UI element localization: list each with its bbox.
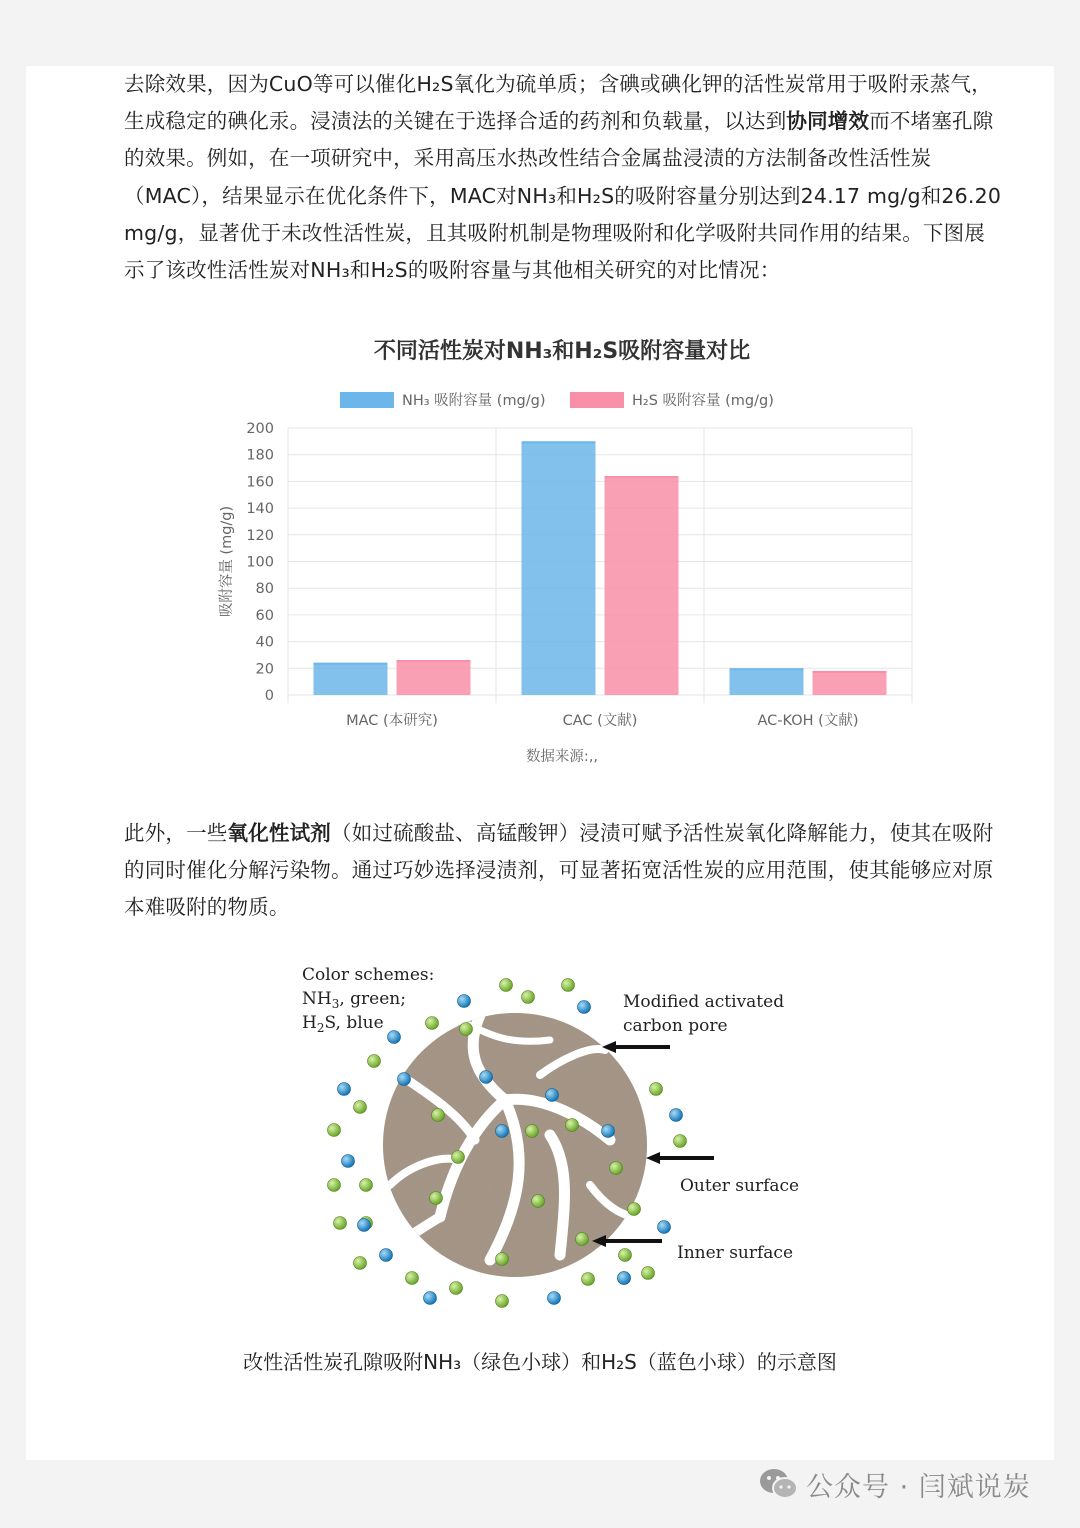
bar-0-2 <box>730 668 804 695</box>
y-tick-label: 200 <box>246 421 274 437</box>
nh3-molecule <box>496 1295 509 1308</box>
paragraph-1-text-a: 去除效果，因为CuO等可以催化H₂S氧化为硫单质；含碘或碘化钾的活性炭常用于吸附汞蒸气，生成稳定的碘化汞。浸渍法的关键在于选择合适的药剂和负载量，以达到 <box>124 72 992 134</box>
y-tick-label: 20 <box>255 661 274 678</box>
scheme-h2s-b: S, blue <box>324 1013 384 1033</box>
y-tick-label: 120 <box>246 527 274 544</box>
nh3-molecule <box>562 979 575 992</box>
nh3-molecule <box>642 1267 655 1280</box>
legend-label-0: NH₃ 吸附容量 (mg/g) <box>402 393 546 409</box>
bar-1-0 <box>397 660 471 695</box>
h2s-molecule <box>358 1219 371 1232</box>
bar-0-0 <box>314 663 388 695</box>
pore-diagram-svg <box>290 955 810 1315</box>
h2s-molecule <box>618 1272 631 1285</box>
bar-top-0-1 <box>522 441 596 443</box>
bar-top-1-1 <box>605 476 679 478</box>
scheme-nh3-a: NH <box>302 989 332 1009</box>
paragraph-2 <box>124 815 1004 927</box>
legend-label-1: H₂S 吸附容量 (mg/g) <box>632 393 774 409</box>
h2s-molecule <box>342 1155 355 1168</box>
bar-1-1 <box>605 476 679 695</box>
nh3-molecule <box>432 1109 445 1122</box>
nh3-molecule <box>460 1023 473 1036</box>
h2s-molecule <box>380 1249 393 1262</box>
nh3-molecule <box>500 979 513 992</box>
paragraph-1-bold: 协同增效 <box>786 109 870 134</box>
nh3-molecule <box>450 1282 463 1295</box>
nh3-molecule <box>532 1195 545 1208</box>
nh3-molecule <box>566 1119 579 1132</box>
y-axis-title: 吸附容量 (mg/g) <box>219 505 235 618</box>
scheme-nh3-sub: 3 <box>331 997 340 1011</box>
x-axis-title: 数据来源:,, <box>525 749 599 765</box>
nh3-molecule <box>650 1083 663 1096</box>
scheme-h2s-sub: 2 <box>316 1021 325 1035</box>
nh3-molecule <box>582 1273 595 1286</box>
h2s-molecule <box>338 1083 351 1096</box>
nh3-molecule <box>619 1249 632 1262</box>
scheme-nh3 <box>302 989 406 1011</box>
label-outer-surface: Outer surface <box>680 1176 800 1196</box>
legend-swatch-1 <box>570 392 624 408</box>
legend-swatch-0 <box>340 392 394 408</box>
nh3-molecule <box>360 1179 373 1192</box>
nh3-molecule <box>334 1217 347 1230</box>
y-tick-label: 80 <box>255 581 274 598</box>
h2s-molecule <box>424 1292 437 1305</box>
scheme-nh3-b: , green; <box>339 989 406 1009</box>
nh3-molecule <box>496 1253 509 1266</box>
y-tick-label: 100 <box>246 554 274 571</box>
label-inner-surface: Inner surface <box>677 1243 794 1263</box>
y-tick-label: 40 <box>255 634 274 651</box>
h2s-molecule <box>670 1109 683 1122</box>
wechat-icon <box>758 1466 798 1502</box>
nh3-molecule <box>430 1192 443 1205</box>
h2s-molecule <box>458 995 471 1008</box>
h2s-molecule <box>658 1221 671 1234</box>
nh3-molecule <box>628 1203 641 1216</box>
scheme-h2s <box>302 1013 384 1035</box>
diagram-caption: 改性活性炭孔隙吸附NH₃（绿色小球）和H₂S（蓝色小球）的示意图 <box>243 1350 837 1374</box>
paragraph-2-text-a: 此外，一些 <box>124 821 228 845</box>
y-tick-label: 0 <box>264 688 274 704</box>
pore-diagram <box>290 955 810 1315</box>
label-pore-line1: Modified activated <box>623 992 785 1012</box>
bar-chart <box>200 325 940 775</box>
nh3-molecule <box>368 1055 381 1068</box>
nh3-molecule <box>328 1124 341 1137</box>
nh3-molecule <box>522 991 535 1004</box>
x-tick-label: MAC (本研究) <box>346 713 438 729</box>
y-tick-label: 160 <box>246 474 274 491</box>
paragraph-1-text-b: 而不堵塞孔隙的效果。例如，在一项研究中，采用高压水热改性结合金属盐浸渍的方法制备改性活性炭（MAC），结果显示在优化条件下，MAC对NH₃和H₂S的吸附容量分别达到24.17 mg/g和26.20 mg/g，显著优于未改性活性炭，且其吸附机制是物理吸附和化学吸附共同作用的结果。下图展示了该改性活性炭对NH₃和H₂S的吸附容量与其他相关研究的对比情况： <box>124 109 1002 283</box>
bar-top-1-0 <box>397 660 471 662</box>
h2s-molecule <box>546 1089 559 1102</box>
nh3-molecule <box>328 1179 341 1192</box>
bar-top-0-0 <box>314 663 388 665</box>
bar-chart-svg <box>200 325 940 775</box>
nh3-molecule <box>576 1233 589 1246</box>
y-tick-label: 180 <box>246 447 274 464</box>
watermark-text: 公众号 · 闫斌说炭 <box>806 1471 1031 1503</box>
bar-top-0-2 <box>730 668 804 670</box>
y-tick-label: 60 <box>255 607 274 624</box>
paragraph-1 <box>124 66 1004 289</box>
bar-top-1-2 <box>813 671 887 673</box>
nh3-molecule <box>610 1162 623 1175</box>
nh3-molecule <box>354 1257 367 1270</box>
h2s-molecule <box>578 1001 591 1014</box>
nh3-molecule <box>354 1101 367 1114</box>
h2s-molecule <box>602 1125 615 1138</box>
h2s-molecule <box>398 1073 411 1086</box>
scheme-h2s-a: H <box>302 1013 317 1033</box>
x-tick-label: AC-KOH (文献) <box>757 713 859 729</box>
nh3-molecule <box>674 1135 687 1148</box>
watermark <box>758 1464 1031 1504</box>
bar-1-2 <box>813 671 887 695</box>
h2s-molecule <box>496 1125 509 1138</box>
h2s-molecule <box>388 1031 401 1044</box>
scheme-title: Color schemes: <box>302 965 435 985</box>
nh3-molecule <box>426 1017 439 1030</box>
h2s-molecule <box>480 1071 493 1084</box>
nh3-molecule <box>406 1272 419 1285</box>
nh3-molecule <box>452 1151 465 1164</box>
h2s-molecule <box>548 1292 561 1305</box>
y-tick-label: 140 <box>246 501 274 518</box>
x-tick-label: CAC (文献) <box>562 713 638 729</box>
nh3-molecule <box>526 1125 539 1138</box>
label-pore-line2: carbon pore <box>623 1016 728 1036</box>
paragraph-2-text-b: （如过硫酸盐、高锰酸钾）浸渍可赋予活性炭氧化降解能力，使其在吸附的同时催化分解污染物。通过巧妙选择浸渍剂，可显著拓宽活性炭的应用范围，使其能够应对原本难吸附的物质。 <box>124 821 994 920</box>
paragraph-2-bold: 氧化性试剂 <box>227 821 331 845</box>
bar-0-1 <box>522 441 596 695</box>
chart-title: 不同活性炭对NH₃和H₂S吸附容量对比 <box>373 339 751 364</box>
